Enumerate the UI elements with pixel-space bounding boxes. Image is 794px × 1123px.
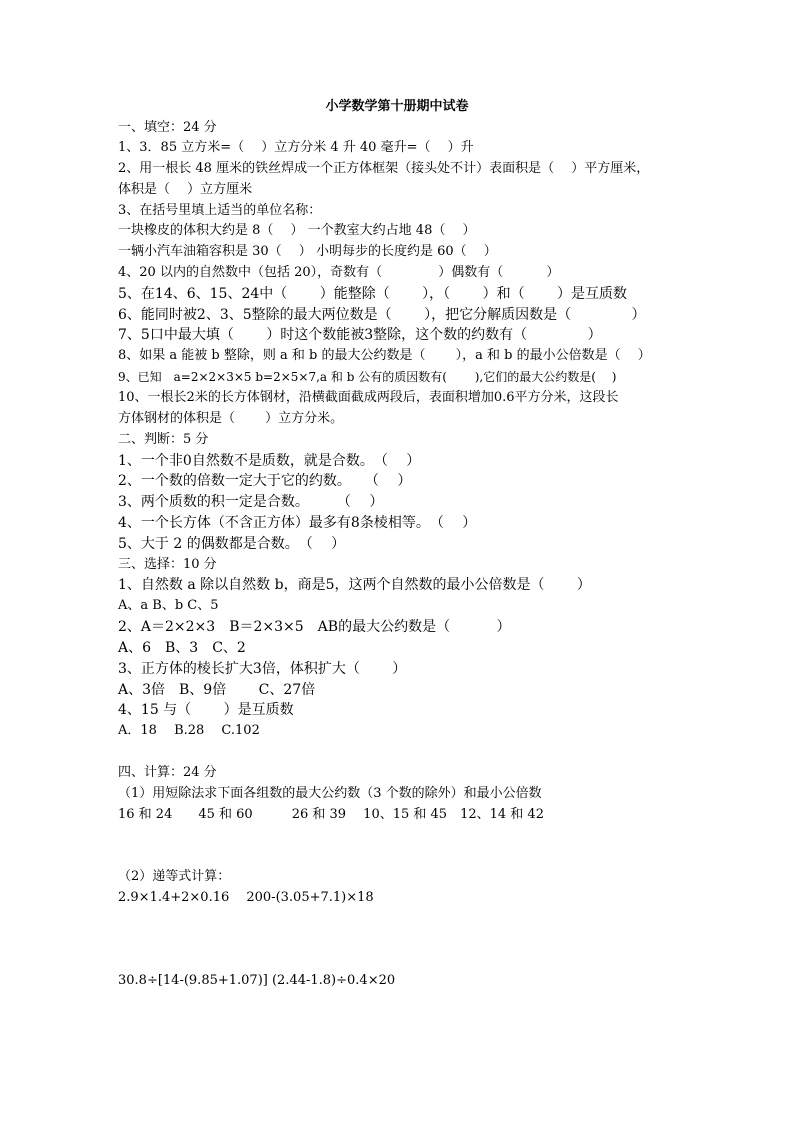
choice-options-2: A、6 B、3 C、2	[118, 640, 246, 656]
judge-question-3: 3、两个质数的积一定是合数。 （ ）	[118, 494, 384, 510]
fill-question-8: 8、如果 a 能被 b 整除，则 a 和 b 的最大公约数是（ ），a 和 b 的最小公倍数是（ ）	[118, 348, 651, 363]
fill-question-9: 9、已知 a=2×2×3×5 b=2×5×7,a 和 b 公有的质因数有( ),它们的最大公约数是( )	[118, 370, 617, 384]
fill-question-10a: 10、一根长2米的长方体钢材，沿横截面截成两段后，表面积增加0.6平方分米，这段长	[118, 390, 619, 405]
choice-question-2: 2、A＝2×2×3 B＝2×3×5 AB的最大公约数是（ ）	[118, 619, 511, 635]
section-choice-heading: 三、选择：10 分	[118, 557, 217, 572]
fill-question-10b: 方体钢材的体积是（ ）立方分米。	[118, 411, 344, 426]
choice-question-4: 4、15 与（ ）是互质数	[118, 702, 294, 718]
section-fill-heading: 一、填空：24 分	[118, 120, 217, 135]
choice-options-4: A．18 B.28 C.102	[118, 723, 260, 738]
choice-question-1: 1、自然数 a 除以自然数 b，商是5，这两个自然数的最小公倍数是（ ）	[118, 577, 591, 593]
fill-question-5: 5、在14、6、15、24中（ ）能整除（ ），（ ）和（ ）是互质数	[118, 286, 628, 302]
calc-part-2: （2）递等式计算：	[118, 869, 231, 884]
fill-question-2b: 体积是（ ）立方厘米	[118, 182, 253, 197]
fill-question-3b: 一辆小汽车油箱容积是 30（ ） 小明每步的长度约是 60（ ）	[118, 244, 497, 259]
choice-options-1: A、a B、b C、5	[118, 598, 219, 613]
calc-part-1: （1）用短除法求下面各组数的最大公约数（3 个数的除外）和最小公倍数	[118, 786, 542, 801]
section-judge-heading: 二、判断：5 分	[118, 432, 209, 447]
calc-part-2-row-1: 2.9×1.4+2×0.16 200-(3.05+7.1)×18	[118, 890, 374, 905]
fill-question-3: 3、在括号里填上适当的单位名称：	[118, 203, 322, 218]
choice-options-3: A、3倍 B、9倍 C、27倍	[118, 682, 316, 698]
calc-part-1-items: 16 和 24 45 和 60 26 和 39 10、15 和 45 12、14 和 42	[118, 807, 544, 822]
fill-question-4: 4、20 以内的自然数中（包括 20），奇数有（ ）偶数有（ ）	[118, 265, 560, 280]
exam-title: 小学数学第十册期中试卷	[325, 99, 469, 114]
judge-question-5: 5、大于 2 的偶数都是合数。 （ ）	[118, 536, 346, 552]
fill-question-3a: 一块橡皮的体积大约是 8（ ） 一个教室大约占地 48（ ）	[118, 223, 476, 238]
fill-question-7: 7、5口中最大填（ ）时这个数能被3整除，这个数的约数有（ ）	[118, 327, 602, 343]
fill-question-1: 1、3．85 立方米=（ ）立方分米 4 升 40 毫升=（ ）升	[118, 140, 474, 155]
section-calc-heading: 四、计算：24 分	[118, 765, 217, 780]
fill-question-6: 6、能同时被2、3、5整除的最大两位数是（ ），把它分解质因数是（ ）	[118, 307, 646, 323]
judge-question-2: 2、一个数的倍数一定大于它的约数。 （ ）	[118, 473, 412, 489]
calc-part-2-row-2: 30.8÷[14-(9.85+1.07)] (2.44-1.8)÷0.4×20	[118, 973, 396, 988]
judge-question-4: 4、一个长方体（不含正方体）最多有8条棱相等。 （ ）	[118, 515, 477, 531]
choice-question-3: 3、正方体的棱长扩大3倍，体积扩大（ ）	[118, 661, 407, 677]
judge-question-1: 1、一个非0自然数不是质数，就是合数。 （ ）	[118, 453, 421, 469]
fill-question-2a: 2、用一根长 48 厘米的铁丝焊成一个正方体框架（接头处不计）表面积是（ ）平方厘米，	[118, 161, 650, 176]
